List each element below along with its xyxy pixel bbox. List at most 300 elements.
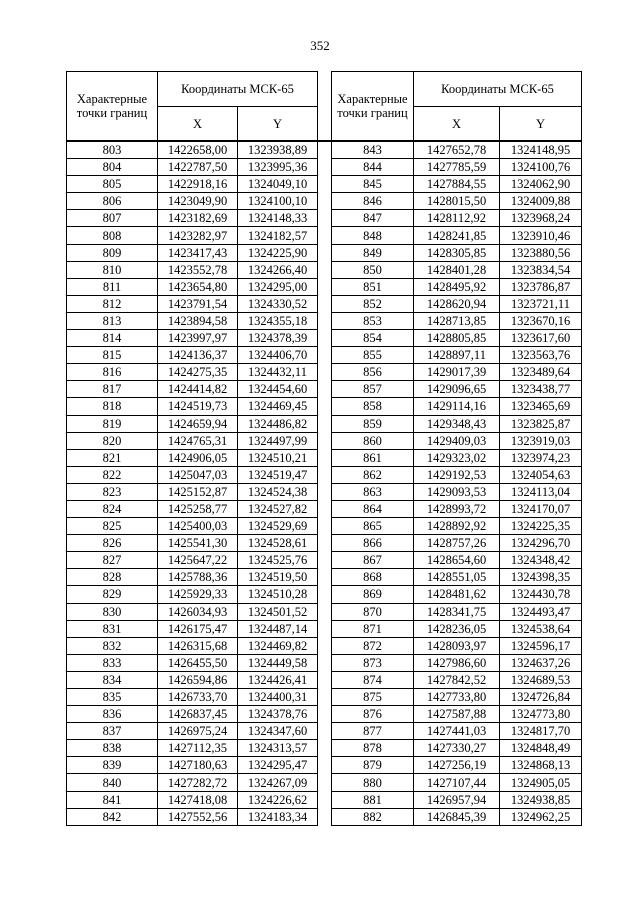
cell-point-right: 880 (332, 774, 414, 791)
table-gap (318, 586, 332, 603)
table-gap (318, 774, 332, 791)
cell-x-left: 1426837,45 (158, 706, 238, 723)
cell-point-right: 873 (332, 654, 414, 671)
cell-x-right: 1428805,85 (414, 330, 500, 347)
coord-header-left: Координаты МСК-65 (158, 72, 318, 107)
cell-x-right: 1427441,03 (414, 723, 500, 740)
cell-point-right: 861 (332, 449, 414, 466)
y-header-right: Y (500, 107, 582, 142)
cell-point-left: 834 (67, 671, 158, 688)
cell-y-left: 1324378,39 (238, 330, 318, 347)
table-row (67, 740, 582, 757)
cell-point-left: 803 (67, 141, 158, 159)
cell-point-right: 852 (332, 295, 414, 312)
cell-x-left: 1426733,70 (158, 689, 238, 706)
cell-x-right: 1428112,92 (414, 210, 500, 227)
table-gap (318, 740, 332, 757)
table-row (67, 141, 582, 159)
cell-y-right: 1324148,95 (500, 141, 582, 159)
cell-y-right: 1324009,88 (500, 193, 582, 210)
table-gap (318, 569, 332, 586)
table-row (67, 535, 582, 552)
cell-x-right: 1428551,05 (414, 569, 500, 586)
table-gap (318, 227, 332, 244)
cell-point-left: 810 (67, 261, 158, 278)
cell-x-right: 1428015,50 (414, 193, 500, 210)
cell-point-left: 842 (67, 808, 158, 825)
cell-point-left: 840 (67, 774, 158, 791)
cell-point-right: 851 (332, 278, 414, 295)
cell-point-left: 819 (67, 415, 158, 432)
cell-point-left: 823 (67, 483, 158, 500)
cell-y-left: 1324295,47 (238, 757, 318, 774)
cell-x-left: 1422658,00 (158, 141, 238, 159)
cell-x-right: 1428241,85 (414, 227, 500, 244)
cell-y-right: 1323825,87 (500, 415, 582, 432)
table-gap (318, 141, 332, 159)
cell-y-left: 1324524,38 (238, 483, 318, 500)
cell-y-left: 1324510,21 (238, 449, 318, 466)
table-row (67, 791, 582, 808)
cell-x-left: 1427418,08 (158, 791, 238, 808)
cell-y-right: 1323438,77 (500, 381, 582, 398)
cell-y-right: 1324596,17 (500, 637, 582, 654)
table-row (67, 689, 582, 706)
cell-x-right: 1428495,92 (414, 278, 500, 295)
cell-point-right: 876 (332, 706, 414, 723)
table-gap (318, 295, 332, 312)
cell-point-right: 872 (332, 637, 414, 654)
cell-x-right: 1427107,44 (414, 774, 500, 791)
cell-point-left: 827 (67, 552, 158, 569)
table-row (67, 210, 582, 227)
table-row (67, 466, 582, 483)
cell-point-right: 875 (332, 689, 414, 706)
cell-y-left: 1324510,28 (238, 586, 318, 603)
cell-x-left: 1423182,69 (158, 210, 238, 227)
cell-x-left: 1423894,58 (158, 312, 238, 329)
table-row (67, 364, 582, 381)
table-row (67, 637, 582, 654)
table-row (67, 808, 582, 825)
cell-y-left: 1324519,50 (238, 569, 318, 586)
table-gap (318, 552, 332, 569)
cell-y-right: 1324868,13 (500, 757, 582, 774)
cell-y-left: 1324501,52 (238, 603, 318, 620)
cell-point-right: 850 (332, 261, 414, 278)
cell-x-left: 1425400,03 (158, 518, 238, 535)
cell-point-right: 881 (332, 791, 414, 808)
table-gap (318, 432, 332, 449)
table-row (67, 518, 582, 535)
cell-y-left: 1324527,82 (238, 500, 318, 517)
cell-point-left: 805 (67, 176, 158, 193)
cell-y-left: 1324148,33 (238, 210, 318, 227)
cell-point-left: 816 (67, 364, 158, 381)
cell-point-left: 838 (67, 740, 158, 757)
cell-y-left: 1324183,34 (238, 808, 318, 825)
cell-point-right: 860 (332, 432, 414, 449)
cell-y-right: 1324817,70 (500, 723, 582, 740)
cell-y-right: 1323721,11 (500, 295, 582, 312)
cell-y-left: 1324486,82 (238, 415, 318, 432)
cell-x-left: 1422787,50 (158, 159, 238, 176)
cell-y-right: 1324962,25 (500, 808, 582, 825)
cell-point-left: 828 (67, 569, 158, 586)
table-gap (318, 244, 332, 261)
cell-point-left: 837 (67, 723, 158, 740)
cell-y-right: 1324848,49 (500, 740, 582, 757)
cell-point-right: 849 (332, 244, 414, 261)
cell-x-right: 1429093,53 (414, 483, 500, 500)
table-gap (318, 535, 332, 552)
cell-point-left: 841 (67, 791, 158, 808)
cell-y-left: 1324432,11 (238, 364, 318, 381)
cell-x-left: 1424519,73 (158, 398, 238, 415)
table-row (67, 552, 582, 569)
cell-point-right: 862 (332, 466, 414, 483)
cell-x-right: 1427733,80 (414, 689, 500, 706)
cell-y-right: 1324726,84 (500, 689, 582, 706)
cell-point-right: 855 (332, 347, 414, 364)
cell-x-left: 1426175,47 (158, 620, 238, 637)
cell-point-right: 863 (332, 483, 414, 500)
cell-point-right: 864 (332, 500, 414, 517)
cell-x-right: 1427884,55 (414, 176, 500, 193)
cell-point-left: 839 (67, 757, 158, 774)
cell-point-right: 867 (332, 552, 414, 569)
cell-point-right: 853 (332, 312, 414, 329)
cell-y-right: 1324062,90 (500, 176, 582, 193)
cell-point-left: 824 (67, 500, 158, 517)
cell-x-left: 1423791,54 (158, 295, 238, 312)
cell-y-right: 1324538,64 (500, 620, 582, 637)
cell-y-left: 1324355,18 (238, 312, 318, 329)
cell-y-left: 1324330,52 (238, 295, 318, 312)
table-row (67, 159, 582, 176)
table-row (67, 295, 582, 312)
table-row (67, 176, 582, 193)
cell-point-left: 820 (67, 432, 158, 449)
cell-point-right: 874 (332, 671, 414, 688)
cell-point-right: 869 (332, 586, 414, 603)
cell-point-left: 813 (67, 312, 158, 329)
table-gap (318, 347, 332, 364)
table-body (67, 141, 582, 825)
cell-x-right: 1426957,94 (414, 791, 500, 808)
table-gap (318, 723, 332, 740)
cell-y-left: 1324225,90 (238, 244, 318, 261)
table-gap (318, 689, 332, 706)
cell-y-right: 1324905,05 (500, 774, 582, 791)
table-row (67, 603, 582, 620)
table-gap (318, 415, 332, 432)
cell-y-right: 1323834,54 (500, 261, 582, 278)
table-gap (318, 466, 332, 483)
table-row (67, 193, 582, 210)
cell-x-right: 1428305,85 (414, 244, 500, 261)
table-row (67, 244, 582, 261)
cell-y-left: 1324100,10 (238, 193, 318, 210)
cell-x-right: 1427842,52 (414, 671, 500, 688)
table-gap (318, 620, 332, 637)
cell-point-right: 882 (332, 808, 414, 825)
cell-point-right: 858 (332, 398, 414, 415)
cell-point-right: 877 (332, 723, 414, 740)
cell-y-left: 1324266,40 (238, 261, 318, 278)
table-gap (318, 449, 332, 466)
cell-x-right: 1427986,60 (414, 654, 500, 671)
cell-x-left: 1425152,87 (158, 483, 238, 500)
cell-x-right: 1428236,05 (414, 620, 500, 637)
cell-y-left: 1324295,00 (238, 278, 318, 295)
table-row (67, 347, 582, 364)
cell-point-left: 831 (67, 620, 158, 637)
cell-point-left: 812 (67, 295, 158, 312)
cell-y-right: 1324170,07 (500, 500, 582, 517)
cell-y-left: 1324519,47 (238, 466, 318, 483)
cell-y-left: 1324313,57 (238, 740, 318, 757)
cell-y-left: 1324400,31 (238, 689, 318, 706)
cell-point-left: 815 (67, 347, 158, 364)
table-row (67, 654, 582, 671)
cell-point-left: 806 (67, 193, 158, 210)
cell-x-right: 1429192,53 (414, 466, 500, 483)
page-number: 352 (310, 38, 330, 53)
table-row (67, 723, 582, 740)
cell-x-left: 1424136,37 (158, 347, 238, 364)
table-gap (318, 261, 332, 278)
cell-y-left: 1324469,82 (238, 637, 318, 654)
cell-x-left: 1427180,63 (158, 757, 238, 774)
cell-point-left: 821 (67, 449, 158, 466)
cell-y-right: 1323563,76 (500, 347, 582, 364)
cell-y-left: 1324347,60 (238, 723, 318, 740)
cell-y-left: 1324497,99 (238, 432, 318, 449)
table-gap (318, 500, 332, 517)
cell-y-right: 1324938,85 (500, 791, 582, 808)
cell-point-right: 871 (332, 620, 414, 637)
cell-point-right: 845 (332, 176, 414, 193)
cell-point-left: 809 (67, 244, 158, 261)
cell-y-left: 1324487,14 (238, 620, 318, 637)
table-gap (318, 210, 332, 227)
cell-y-right: 1324054,63 (500, 466, 582, 483)
table-row (67, 261, 582, 278)
table-gap (318, 330, 332, 347)
cell-y-right: 1324225,35 (500, 518, 582, 535)
point-header-right: Характерные точки границ (332, 72, 414, 142)
cell-x-left: 1423049,90 (158, 193, 238, 210)
table-row (67, 449, 582, 466)
cell-point-right: 847 (332, 210, 414, 227)
cell-x-left: 1426455,50 (158, 654, 238, 671)
cell-point-left: 833 (67, 654, 158, 671)
table-gap (318, 312, 332, 329)
cell-x-left: 1424659,94 (158, 415, 238, 432)
cell-y-left: 1324454,60 (238, 381, 318, 398)
cell-y-right: 1324689,53 (500, 671, 582, 688)
x-header-right: X (414, 107, 500, 142)
cell-x-right: 1428897,11 (414, 347, 500, 364)
table-row (67, 381, 582, 398)
cell-x-right: 1426845,39 (414, 808, 500, 825)
cell-x-right: 1429323,02 (414, 449, 500, 466)
table-gap (318, 706, 332, 723)
cell-point-right: 856 (332, 364, 414, 381)
cell-y-right: 1323465,69 (500, 398, 582, 415)
cell-point-left: 825 (67, 518, 158, 535)
cell-y-left: 1324378,76 (238, 706, 318, 723)
table-gap (318, 159, 332, 176)
cell-x-right: 1429409,03 (414, 432, 500, 449)
cell-point-right: 866 (332, 535, 414, 552)
cell-x-right: 1428757,26 (414, 535, 500, 552)
cell-x-right: 1427785,59 (414, 159, 500, 176)
cell-point-right: 868 (332, 569, 414, 586)
table-gap (318, 808, 332, 825)
cell-y-right: 1324398,35 (500, 569, 582, 586)
cell-x-left: 1426594,86 (158, 671, 238, 688)
table-gap (318, 791, 332, 808)
cell-x-right: 1428620,94 (414, 295, 500, 312)
cell-y-right: 1324493,47 (500, 603, 582, 620)
cell-y-right: 1324430,78 (500, 586, 582, 603)
cell-point-right: 844 (332, 159, 414, 176)
table-row (67, 278, 582, 295)
cell-y-left: 1324529,69 (238, 518, 318, 535)
cell-y-right: 1323880,56 (500, 244, 582, 261)
y-header-left: Y (238, 107, 318, 142)
cell-x-left: 1424765,31 (158, 432, 238, 449)
cell-y-left: 1324182,57 (238, 227, 318, 244)
table-gap (318, 72, 332, 142)
cell-point-left: 814 (67, 330, 158, 347)
table-gap (318, 637, 332, 654)
table-row (67, 774, 582, 791)
cell-x-right: 1428341,75 (414, 603, 500, 620)
table-gap (318, 603, 332, 620)
cell-y-left: 1324426,41 (238, 671, 318, 688)
table-gap (318, 398, 332, 415)
cell-y-right: 1323919,03 (500, 432, 582, 449)
cell-point-right: 865 (332, 518, 414, 535)
cell-point-right: 857 (332, 381, 414, 398)
cell-point-right: 879 (332, 757, 414, 774)
cell-y-right: 1324296,70 (500, 535, 582, 552)
cell-point-right: 870 (332, 603, 414, 620)
cell-point-right: 848 (332, 227, 414, 244)
cell-x-left: 1423654,80 (158, 278, 238, 295)
cell-x-left: 1423417,43 (158, 244, 238, 261)
cell-x-left: 1426034,93 (158, 603, 238, 620)
cell-point-left: 829 (67, 586, 158, 603)
coordinates-table (66, 71, 582, 826)
cell-point-left: 832 (67, 637, 158, 654)
table-row (67, 483, 582, 500)
cell-x-right: 1428401,28 (414, 261, 500, 278)
cell-point-left: 836 (67, 706, 158, 723)
table-row (67, 586, 582, 603)
cell-x-left: 1427282,72 (158, 774, 238, 791)
cell-x-right: 1429114,16 (414, 398, 500, 415)
cell-x-left: 1423997,97 (158, 330, 238, 347)
cell-point-left: 822 (67, 466, 158, 483)
cell-x-right: 1428713,85 (414, 312, 500, 329)
cell-x-left: 1426975,24 (158, 723, 238, 740)
cell-y-left: 1323995,36 (238, 159, 318, 176)
table-gap (318, 381, 332, 398)
cell-point-right: 854 (332, 330, 414, 347)
table-gap (318, 757, 332, 774)
cell-point-left: 808 (67, 227, 158, 244)
cell-x-left: 1423552,78 (158, 261, 238, 278)
cell-y-left: 1323938,89 (238, 141, 318, 159)
cell-point-left: 804 (67, 159, 158, 176)
cell-y-left: 1324226,62 (238, 791, 318, 808)
cell-y-left: 1324406,70 (238, 347, 318, 364)
cell-x-right: 1429096,65 (414, 381, 500, 398)
table-row (67, 415, 582, 432)
cell-y-right: 1323617,60 (500, 330, 582, 347)
point-header-left: Характерные точки границ (67, 72, 158, 142)
table-gap (318, 176, 332, 193)
table-gap (318, 654, 332, 671)
cell-x-right: 1428093,97 (414, 637, 500, 654)
cell-x-left: 1425541,30 (158, 535, 238, 552)
cell-x-right: 1428654,60 (414, 552, 500, 569)
cell-x-left: 1425788,36 (158, 569, 238, 586)
cell-point-left: 826 (67, 535, 158, 552)
x-header-left: X (158, 107, 238, 142)
cell-y-right: 1323910,46 (500, 227, 582, 244)
cell-x-left: 1425647,22 (158, 552, 238, 569)
cell-point-left: 830 (67, 603, 158, 620)
cell-x-right: 1429017,39 (414, 364, 500, 381)
cell-x-left: 1423282,97 (158, 227, 238, 244)
table-row (67, 312, 582, 329)
coord-header-right: Координаты МСК-65 (414, 72, 582, 107)
cell-y-left: 1324267,09 (238, 774, 318, 791)
cell-x-left: 1427112,35 (158, 740, 238, 757)
table-gap (318, 671, 332, 688)
table-row (67, 569, 582, 586)
cell-y-left: 1324528,61 (238, 535, 318, 552)
cell-x-left: 1424275,35 (158, 364, 238, 381)
cell-y-right: 1323489,64 (500, 364, 582, 381)
cell-point-right: 846 (332, 193, 414, 210)
table-gap (318, 278, 332, 295)
cell-y-right: 1324100,76 (500, 159, 582, 176)
cell-point-left: 818 (67, 398, 158, 415)
cell-point-left: 811 (67, 278, 158, 295)
cell-y-right: 1324113,04 (500, 483, 582, 500)
cell-x-right: 1427652,78 (414, 141, 500, 159)
cell-x-left: 1425258,77 (158, 500, 238, 517)
cell-x-right: 1429348,43 (414, 415, 500, 432)
table-row (67, 500, 582, 517)
cell-x-right: 1428993,72 (414, 500, 500, 517)
cell-x-left: 1426315,68 (158, 637, 238, 654)
cell-x-left: 1422918,16 (158, 176, 238, 193)
table-row (67, 757, 582, 774)
table-row (67, 398, 582, 415)
table-row (67, 227, 582, 244)
cell-x-left: 1425047,03 (158, 466, 238, 483)
cell-x-right: 1428892,92 (414, 518, 500, 535)
cell-y-left: 1324525,76 (238, 552, 318, 569)
cell-point-left: 835 (67, 689, 158, 706)
